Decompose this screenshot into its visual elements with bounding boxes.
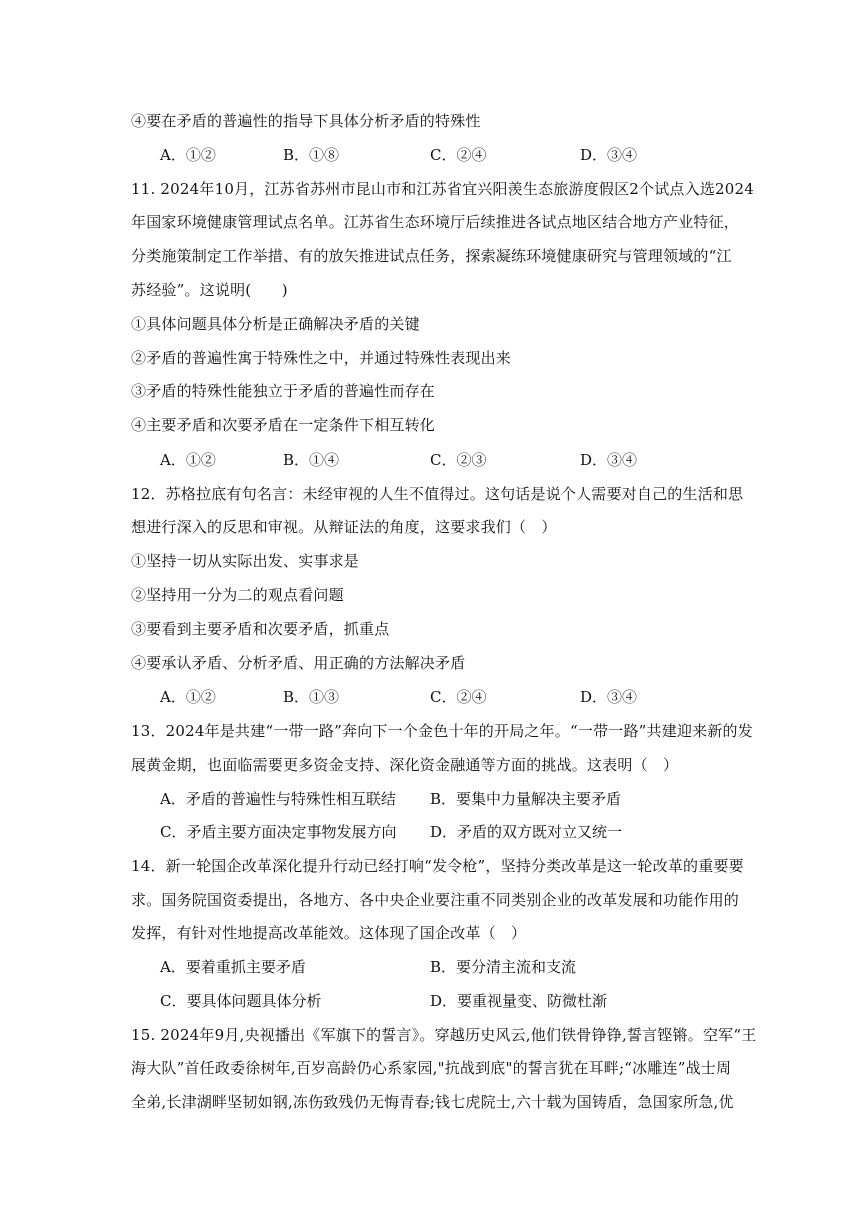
- q12-statement-2: ②坚持用一分为二的观点看问题: [131, 586, 344, 604]
- q14-stem-line-1: 14．新一轮国企改革深化提升行动已经打响“发令枪”，坚持分类改革是这一轮改革的重要要: [131, 857, 744, 875]
- q11-statement-2: ②矛盾的普遍性寓于特殊性之中，并通过特殊性表现出来: [131, 349, 512, 367]
- statement-10-4: ④要在矛盾的普遍性的指导下具体分析矛盾的特殊性: [131, 112, 481, 130]
- q14-stem-line-2: 求。国务院国资委提出，各地方、各中央企业要注重不同类别企业的改革发展和功能作用的: [131, 891, 740, 909]
- q11-stem-line-1: 11. 2024年10月，江苏省苏州市昆山市和江苏省宜兴阳羡生态旅游度假区2个试点入选2024: [131, 180, 755, 198]
- q15-stem-line-2: 海大队”首任政委徐树年,百岁高龄仍心系家园,"抗战到底"的誓言犹在耳畔;“冰雕连”战士周: [131, 1059, 732, 1077]
- q11-statement-4: ④主要矛盾和次要矛盾在一定条件下相互转化: [131, 416, 436, 434]
- q14-options-row-1: [160, 957, 720, 977]
- q12-option-b: B．①③: [283, 688, 340, 706]
- q10-option-b: B．①⑧: [283, 146, 340, 164]
- q10-option-a: A．①②: [160, 146, 216, 164]
- q11-statement-3: ③矛盾的特殊性能独立于矛盾的普遍性而存在: [131, 382, 436, 400]
- q13-option-c: C．矛盾主要方面决定事物发展方向: [160, 823, 397, 841]
- q11-statement-1: ①具体问题具体分析是正确解决矛盾的关键: [131, 315, 420, 333]
- q12-statement-1: ①坚持一切从实际出发、实事求是: [131, 552, 360, 570]
- q12-option-a: A．①②: [160, 688, 216, 706]
- q15-stem-line-3: 全弟,长津湖畔坚韧如钢,冻伤致残仍无悔青春;钱七虎院士,六十载为国铸盾，急国家所急,优: [131, 1093, 734, 1111]
- q13-option-b: B．要集中力量解决主要矛盾: [430, 790, 622, 808]
- q13-option-a: A．矛盾的普遍性与特殊性相互联结: [160, 790, 396, 808]
- q14-stem-line-3: 发挥，有针对性地提高改革能效。这体现了国企改革（ ）: [131, 924, 527, 942]
- q12-statement-3: ③要看到主要矛盾和次要矛盾，抓重点: [131, 620, 390, 638]
- q14-option-a: A．要着重抓主要矛盾: [160, 958, 306, 976]
- q10-option-d: D．③④: [580, 146, 638, 164]
- q11-option-b: B．①④: [283, 451, 340, 469]
- q13-option-d: D．矛盾的双方既对立又统一: [430, 823, 623, 841]
- q13-options-row-2: [160, 822, 720, 842]
- q13-stem-line-1: 13．2024年是共建“一带一路”奔向下一个金色十年的开局之年。“一带一路”共建迎来新的发: [131, 722, 753, 740]
- q11-stem-line-3: 分类施策制定工作举措、有的放矢推进试点任务，探索凝练环境健康研究与管理领域的“江: [131, 247, 732, 265]
- q11-option-c: C．②③: [430, 451, 487, 469]
- q13-options-row-1: [160, 789, 720, 809]
- q15-stem-line-1: 15. 2024年9月,央视播出《军旗下的誓言》。穿越历史风云,他们铁骨铮铮,誓言铿锵。空军“王: [131, 1026, 757, 1044]
- q11-stem-line-4: 苏经验”。这说明( ): [131, 281, 288, 299]
- q14-options-row-2: [160, 991, 720, 1011]
- q12-stem-line-1: 12．苏格拉底有句名言：未经审视的人生不值得过。这句话是说个人需要对自己的生活和思: [131, 485, 744, 503]
- q12-options: [160, 687, 720, 707]
- q11-option-a: A．①②: [160, 451, 216, 469]
- q11-options: [160, 450, 720, 470]
- q11-option-d: D．③④: [580, 451, 638, 469]
- q14-option-c: C．要具体问题具体分析: [160, 992, 322, 1010]
- q12-statement-4: ④要承认矛盾、分析矛盾、用正确的方法解决矛盾: [131, 654, 466, 672]
- q14-option-b: B．要分清主流和支流: [430, 958, 577, 976]
- q10-options: [160, 145, 720, 165]
- q10-option-c: C．②④: [430, 146, 487, 164]
- q14-option-d: D．要重视量变、防微杜渐: [430, 992, 608, 1010]
- q13-stem-line-2: 展黄金期，也面临需要更多资金支持、深化资金融通等方面的挑战。这表明（ ）: [131, 756, 679, 774]
- q12-option-d: D．③④: [580, 688, 638, 706]
- q12-stem-line-2: 想进行深入的反思和审视。从辩证法的角度，这要求我们（ ）: [131, 518, 557, 536]
- q12-option-c: C．②④: [430, 688, 487, 706]
- q11-stem-line-2: 年国家环境健康管理试点名单。江苏省生态环境厅后续推进各试点地区结合地方产业特征，: [131, 213, 740, 231]
